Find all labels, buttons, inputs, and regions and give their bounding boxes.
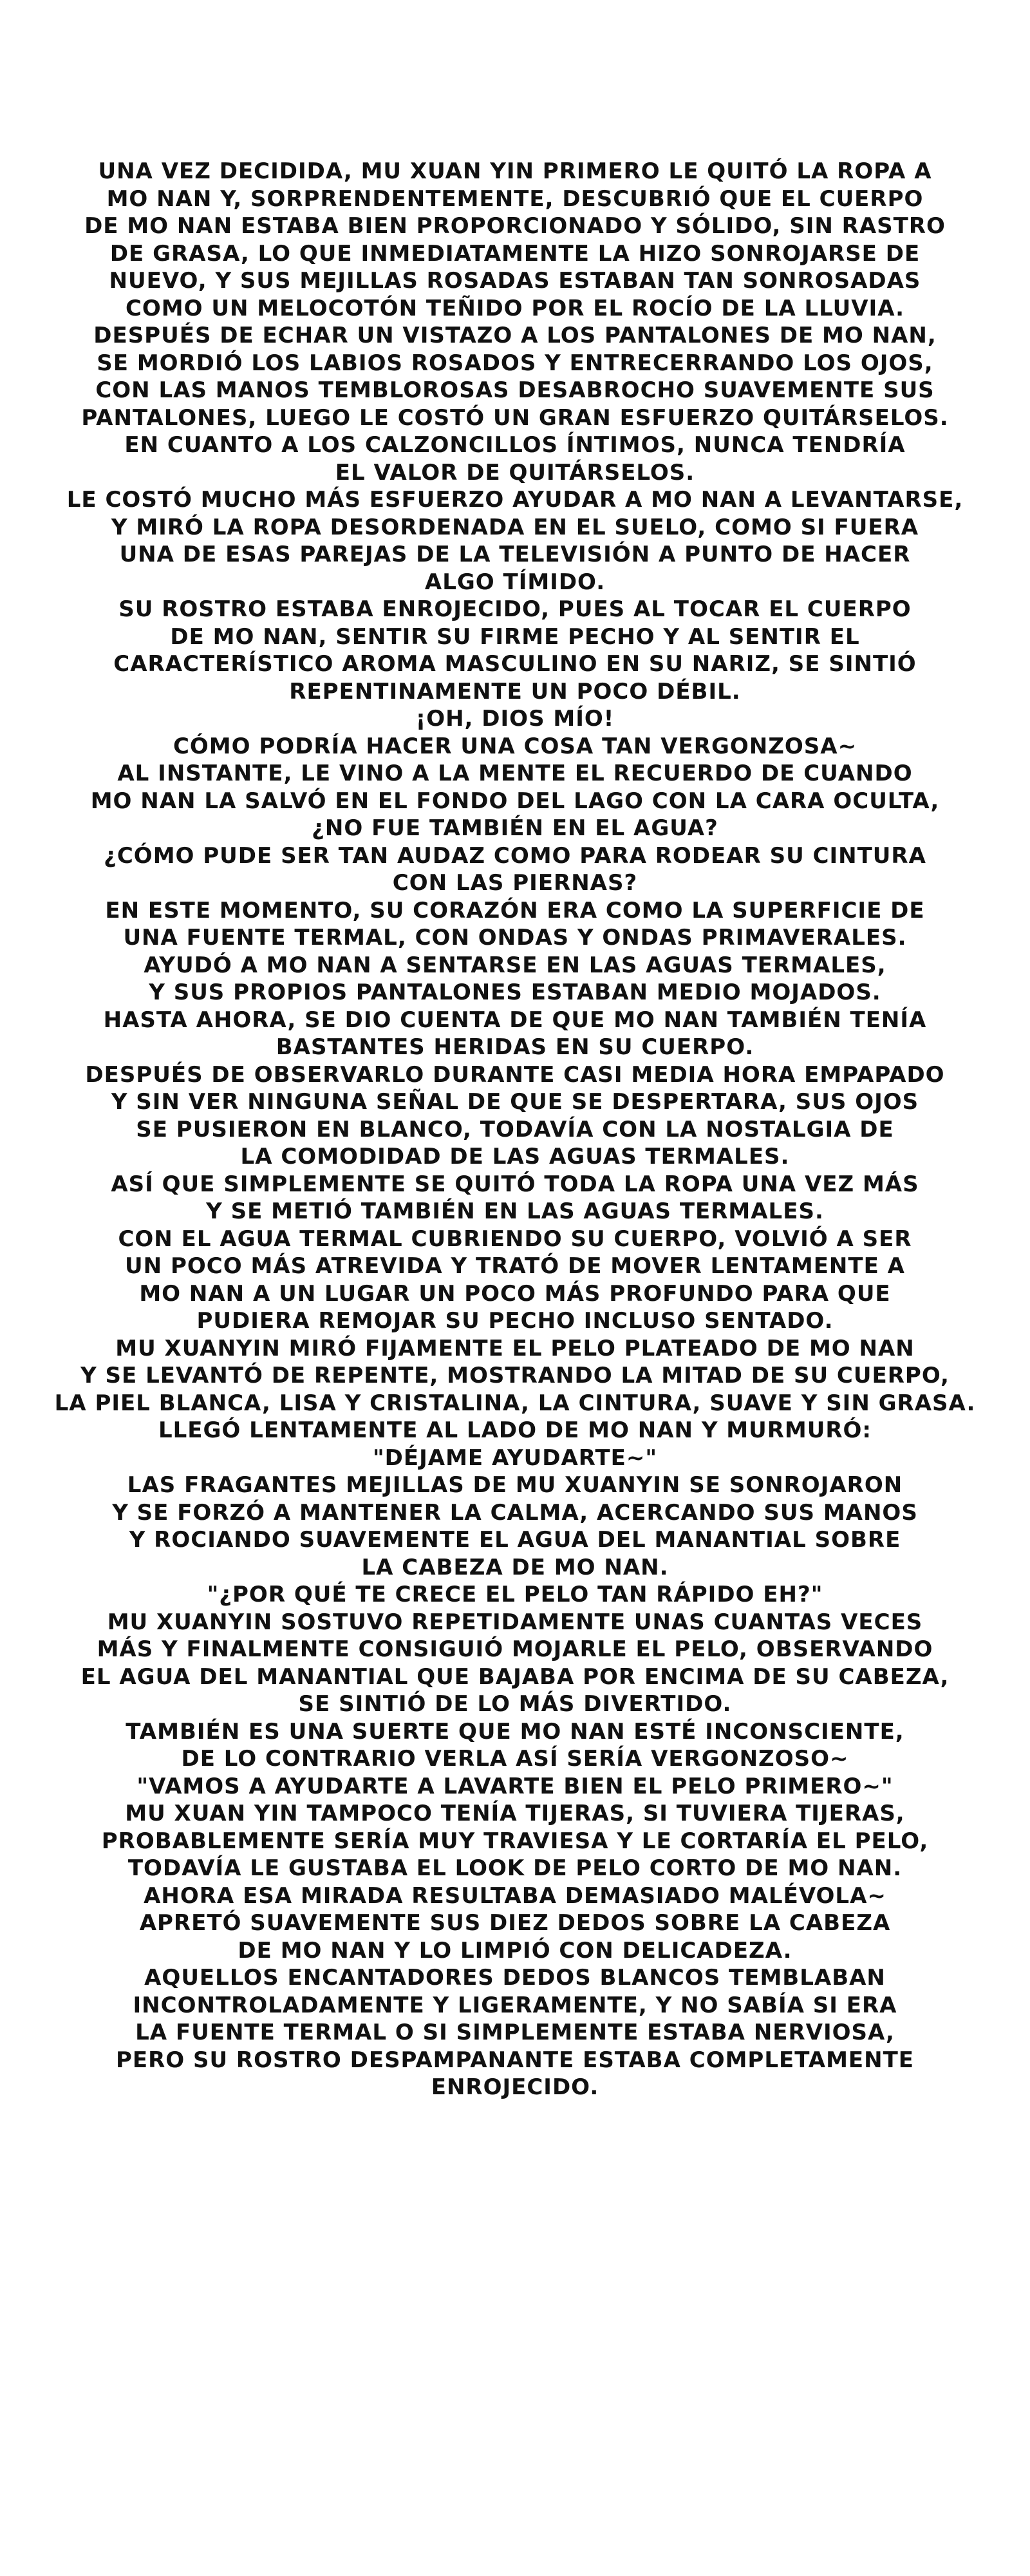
narration-line: Y SE METIÓ TAMBIÉN EN LAS AGUAS TERMALES. [206, 1198, 824, 1224]
narration-line: SE SINTIÓ DE LO MÁS DIVERTIDO. [298, 1691, 732, 1717]
narration-line: DE MO NAN, SENTIR SU FIRME PECHO Y AL SENTIR EL [170, 623, 860, 650]
narration-line: Y SE LEVANTÓ DE REPENTE, MOSTRANDO LA MITAD DE SU CUERPO, [80, 1363, 950, 1388]
narration-line: EN CUANTO A LOS CALZONCILLOS ÍNTIMOS, NUNCA TENDRÍA [124, 432, 906, 458]
narration-line: LLEGÓ LENTAMENTE AL LADO DE MO NAN Y MURMURÓ: [158, 1417, 872, 1443]
narration-line: AL INSTANTE, LE VINO A LA MENTE EL RECUERDO DE CUANDO [117, 761, 913, 786]
narration-line: MO NAN A UN LUGAR UN POCO MÁS PROFUNDO PARA QUE [139, 1280, 891, 1307]
narration-line: HASTA AHORA, SE DIO CUENTA DE QUE MO NAN TAMBIÉN TENÍA [103, 1007, 927, 1033]
narration-line: UNA FUENTE TERMAL, CON ONDAS Y ONDAS PRIMAVERALES. [123, 925, 907, 951]
narration-line: "DÉJAME AYUDARTE~" [372, 1444, 658, 1471]
narration-line: LA FUENTE TERMAL O SI SIMPLEMENTE ESTABA NERVIOSA, [135, 2020, 895, 2045]
narration-line: EL AGUA DEL MANANTIAL QUE BAJABA POR ENCIMA DE SU CABEZA, [80, 1663, 950, 1690]
narration-line: COMO UN MELOCOTÓN TEÑIDO POR EL ROCÍO DE LA LLUVIA. [125, 295, 905, 321]
narration-line: REPENTINAMENTE UN POCO DÉBIL. [289, 678, 741, 705]
narration-line: EN ESTE MOMENTO, SU CORAZÓN ERA COMO LA SUPERFICIE DE [105, 897, 925, 923]
narration-line: APRETÓ SUAVEMENTE SUS DIEZ DEDOS SOBRE LA CABEZA [139, 1910, 891, 1936]
narration-line: DE GRASA, LO QUE INMEDIATAMENTE LA HIZO SONROJARSE DE [109, 240, 921, 267]
narration-line: DESPUÉS DE OBSERVARLO DURANTE CASI MEDIA HORA EMPAPADO [85, 1061, 945, 1088]
narration-line: MÁS Y FINALMENTE CONSIGUIÓ MOJARLE EL PELO, OBSERVANDO [97, 1636, 933, 1662]
narration-line: ¿CÓMO PUDE SER TAN AUDAZ COMO PARA RODEAR SU CINTURA [104, 842, 926, 869]
narration-line: "VAMOS A AYUDARTE A LAVARTE BIEN EL PELO PRIMERO~" [136, 1773, 894, 1799]
narration-line: ENROJECIDO. [431, 2074, 599, 2100]
narration-line: DE MO NAN ESTABA BIEN PROPORCIONADO Y SÓLIDO, SIN RASTRO [84, 213, 946, 239]
narration-line: NUEVO, Y SUS MEJILLAS ROSADAS ESTABAN TAN SONROSADAS [109, 268, 921, 294]
narration-line: PROBABLEMENTE SERÍA MUY TRAVIESA Y LE CORTARÍA EL PELO, [101, 1828, 929, 1854]
narration-line: MU XUANYIN SOSTUVO REPETIDAMENTE UNAS CUANTAS VECES [107, 1609, 923, 1635]
narration-line: BASTANTES HERIDAS EN SU CUERPO. [276, 1034, 754, 1060]
narration-line: LA CABEZA DE MO NAN. [361, 1554, 669, 1580]
narration-line: CARACTERÍSTICO AROMA MASCULINO EN SU NARIZ, SE SINTIÓ [113, 651, 917, 677]
narration-line: UNA DE ESAS PAREJAS DE LA TELEVISIÓN A PUNTO DE HACER [119, 542, 911, 567]
narration-line: UNA VEZ DECIDIDA, MU XUAN YIN PRIMERO LE QUITÓ LA ROPA A [98, 158, 932, 184]
narration-line: ALGO TÍMIDO. [424, 569, 606, 595]
narration-line: ASÍ QUE SIMPLEMENTE SE QUITÓ TODA LA ROPA UNA VEZ MÁS [111, 1171, 919, 1197]
narration-line: AHORA ESA MIRADA RESULTABA DEMASIADO MALÉVOLA~ [144, 1882, 886, 1909]
narration-line: Y MIRÓ LA ROPA DESORDENADA EN EL SUELO, COMO SI FUERA [111, 514, 919, 540]
narration-line: CON LAS MANOS TEMBLOROSAS DESABROCHO SUAVEMENTE SUS [95, 377, 935, 403]
narration-line: Y ROCIANDO SUAVEMENTE EL AGUA DEL MANANTIAL SOBRE [129, 1527, 901, 1553]
narration-line: SU ROSTRO ESTABA ENROJECIDO, PUES AL TOCAR EL CUERPO [118, 596, 912, 622]
narration-line: Y SUS PROPIOS PANTALONES ESTABAN MEDIO MOJADOS. [149, 980, 881, 1005]
narration-line: ¡OH, DIOS MÍO! [415, 706, 615, 732]
narration-line: "¿POR QUÉ TE CRECE EL PELO TAN RÁPIDO EH?" [207, 1582, 823, 1607]
narration-line: CÓMO PODRÍA HACER UNA COSA TAN VERGONZOSA~ [173, 733, 857, 759]
narration-line: CON EL AGUA TERMAL CUBRIENDO SU CUERPO, VOLVIÓ A SER [118, 1226, 912, 1252]
narration-line: MU XUAN YIN TAMPOCO TENÍA TIJERAS, SI TUVIERA TIJERAS, [125, 1801, 905, 1826]
narration-line: LA COMODIDAD DE LAS AGUAS TERMALES. [240, 1144, 790, 1170]
narration-line: MU XUANYIN MIRÓ FIJAMENTE EL PELO PLATEADO DE MO NAN [115, 1335, 915, 1361]
narration-line: ¿NO FUE TAMBIÉN EN EL AGUA? [312, 815, 718, 841]
narration-text-block [26, 158, 1004, 2101]
narration-line: MO NAN Y, SORPRENDENTEMENTE, DESCUBRIÓ QUE EL CUERPO [106, 185, 924, 212]
narration-line: AQUELLOS ENCANTADORES DEDOS BLANCOS TEMBLABAN [144, 1965, 886, 1991]
narration-line: Y SIN VER NINGUNA SEÑAL DE QUE SE DESPERTARA, SUS OJOS [111, 1089, 919, 1115]
narration-line: DE MO NAN Y LO LIMPIÓ CON DELICADEZA. [238, 1937, 792, 1964]
narration-line: DESPUÉS DE ECHAR UN VISTAZO A LOS PANTALONES DE MO NAN, [93, 323, 937, 348]
narration-line: INCONTROLADAMENTE Y LIGERAMENTE, Y NO SABÍA SI ERA [133, 1992, 897, 2018]
narration-line: LE COSTÓ MUCHO MÁS ESFUERZO AYUDAR A MO NAN A LEVANTARSE, [66, 487, 964, 513]
narration-line: PERO SU ROSTRO DESPAMPANANTE ESTABA COMPLETAMENTE [115, 2047, 915, 2073]
narration-line: PUDIERA REMOJAR SU PECHO INCLUSO SENTADO. [196, 1308, 834, 1334]
narration-line: LA PIEL BLANCA, LISA Y CRISTALINA, LA CINTURA, SUAVE Y SIN GRASA. [54, 1390, 976, 1416]
narration-line: CON LAS PIERNAS? [392, 870, 638, 896]
narration-line: SE PUSIERON EN BLANCO, TODAVÍA CON LA NOSTALGIA DE [136, 1116, 894, 1142]
narration-line: UN POCO MÁS ATREVIDA Y TRATÓ DE MOVER LENTAMENTE A [125, 1253, 905, 1279]
narration-line: AYUDÓ A MO NAN A SENTARSE EN LAS AGUAS TERMALES, [144, 952, 886, 978]
narration-line: TAMBIÉN ES UNA SUERTE QUE MO NAN ESTÉ INCONSCIENTE, [126, 1718, 904, 1745]
narration-line: PANTALONES, LUEGO LE COSTÓ UN GRAN ESFUERZO QUITÁRSELOS. [81, 404, 949, 431]
narration-line: LAS FRAGANTES MEJILLAS DE MU XUANYIN SE SONROJARON [127, 1472, 903, 1498]
narration-line: MO NAN LA SALVÓ EN EL FONDO DEL LAGO CON LA CARA OCULTA, [90, 788, 940, 814]
narration-line: SE MORDIÓ LOS LABIOS ROSADOS Y ENTRECERRANDO LOS OJOS, [97, 350, 933, 376]
narration-line: Y SE FORZÓ A MANTENER LA CALMA, ACERCANDO SUS MANOS [112, 1499, 918, 1526]
narration-line: EL VALOR DE QUITÁRSELOS. [335, 459, 695, 486]
narration-line: DE LO CONTRARIO VERLA ASÍ SERÍA VERGONZOSO~ [181, 1746, 849, 1772]
narration-line: TODAVÍA LE GUSTABA EL LOOK DE PELO CORTO DE MO NAN. [127, 1855, 903, 1881]
